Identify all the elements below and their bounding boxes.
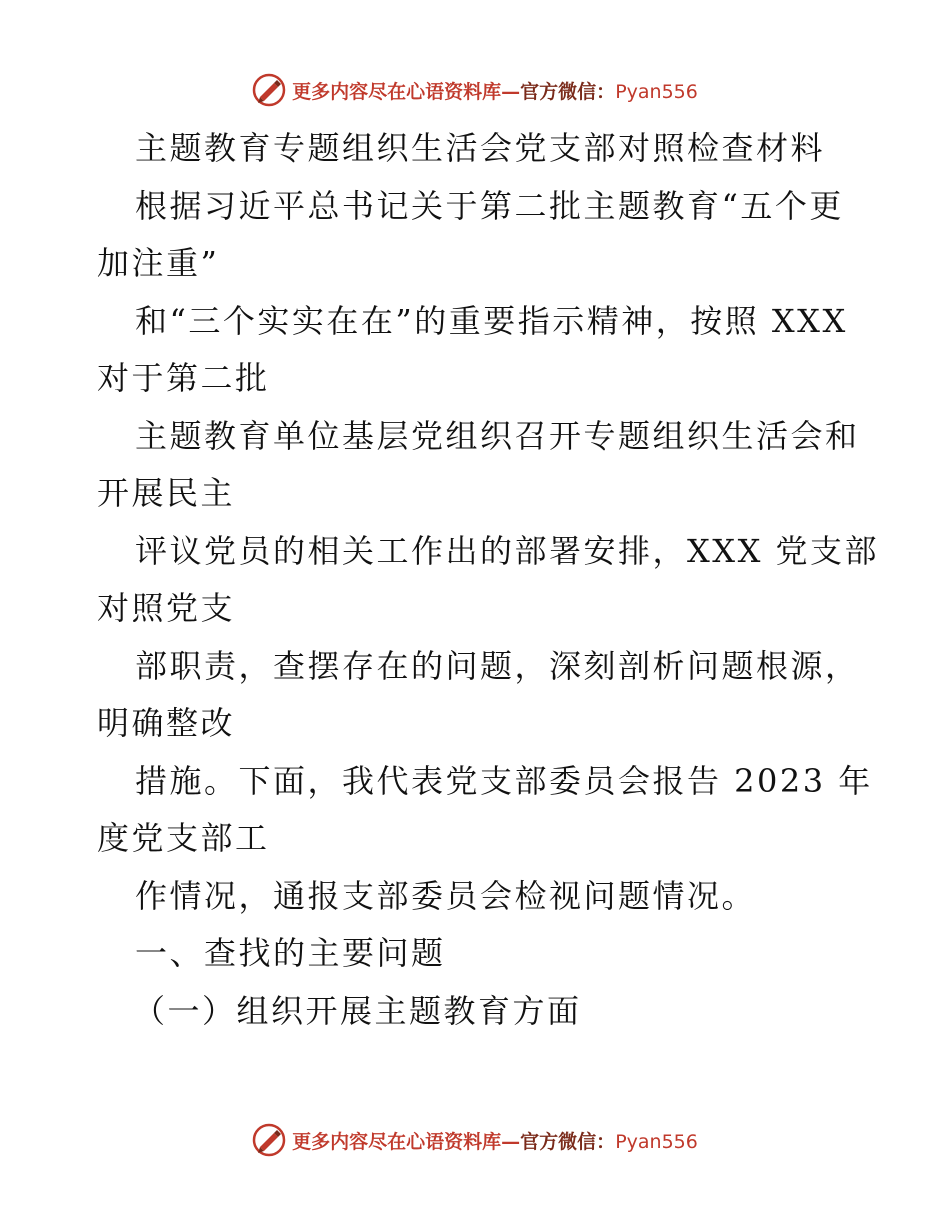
paragraph-line: 措施。下面，我代表党支部委员会报告 2023 年 [135,761,873,800]
header-banner [0,70,950,110]
footer-banner [0,1120,950,1160]
banner-content [252,1123,698,1157]
paragraph-line: 部职责，查摆存在的问题，深刻剖析问题根源， [135,646,860,685]
document-body [97,120,880,1040]
wechat-label: 官方微信： [520,80,616,103]
paragraph-line: 开展民主 [97,474,236,512]
paragraph-line: 加注重” [97,244,220,282]
paragraph-line: 作情况，通报支部委员会检视问题情况。 [135,876,757,915]
paragraph-line: 评议党员的相关工作出的部署安排，XXX 党支部 [135,531,880,570]
banner-slogan: 更多内容尽在心语资料库— [292,80,521,103]
wechat-id: Pyan556 [615,80,698,103]
paragraph-line: 主题教育单位基层党组织召开专题组织生活会和 [135,416,860,455]
banner-content [252,73,698,107]
section-heading: 一、查找的主要问题 [135,934,446,972]
logo-icon [252,1123,286,1157]
paragraph-line: 根据习近平总书记关于第二批主题教育“五个更 [135,186,844,225]
paragraph-line: 对于第二批 [97,359,270,397]
paragraph-line: 和“三个实实在在”的重要指示精神，按照 XXX [135,301,848,340]
subsection-heading: （一）组织开展主题教育方面 [133,991,582,1030]
paragraph-line: 对照党支 [97,589,236,627]
wechat-label: 官方微信： [520,1130,616,1153]
paragraph-line: 明确整改 [97,704,236,742]
banner-text [292,77,698,104]
banner-slogan: 更多内容尽在心语资料库— [292,1130,521,1153]
paragraph-line: 度党支部工 [97,819,270,857]
document-title: 主题教育专题组织生活会党支部对照检查材料 [135,129,826,167]
wechat-id: Pyan556 [615,1130,698,1153]
banner-text [292,1127,698,1154]
logo-icon [252,73,286,107]
